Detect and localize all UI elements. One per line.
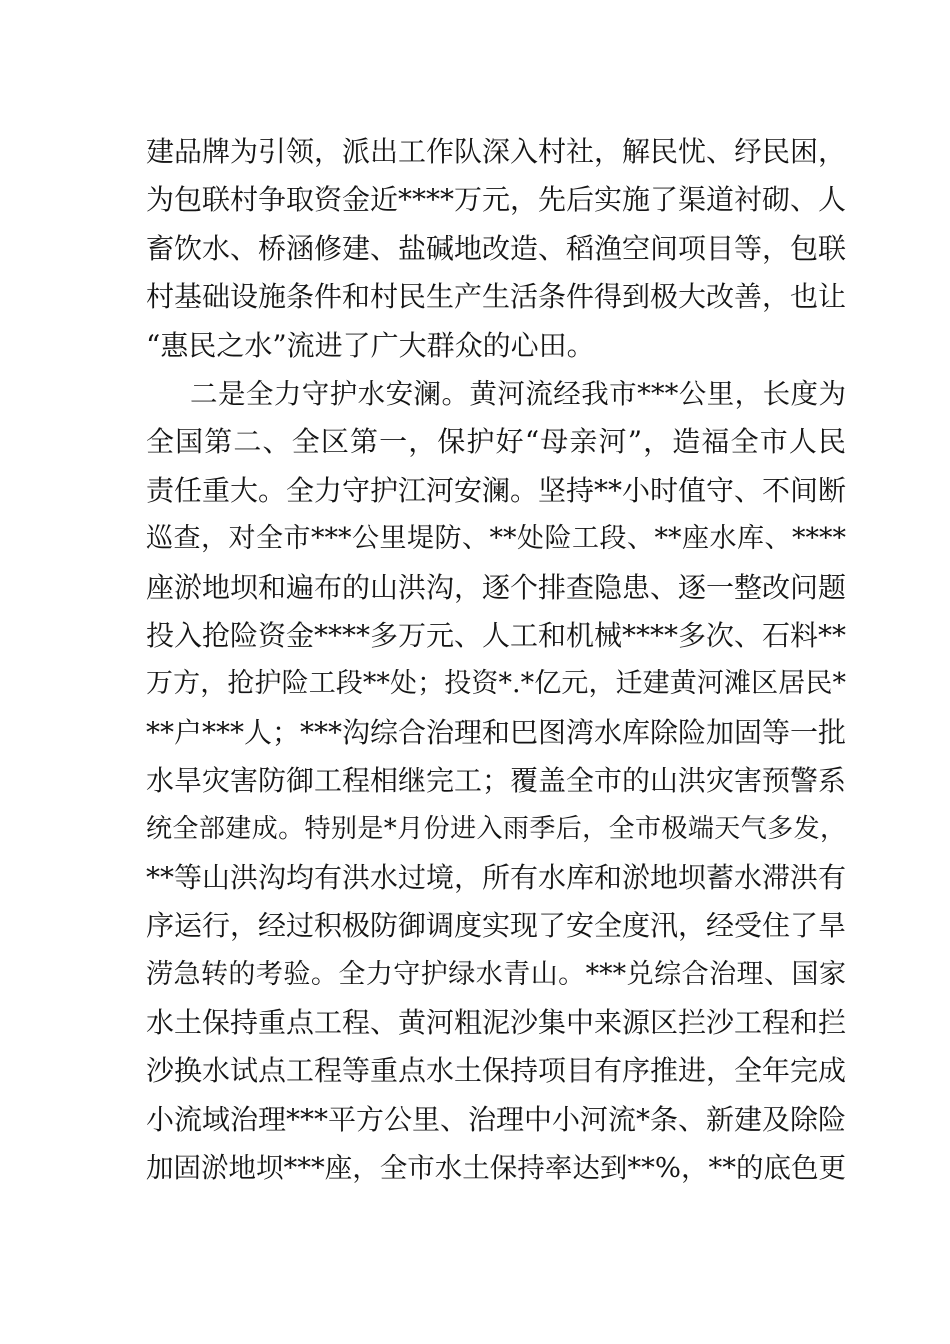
text-line: 水旱灾害防御工程相继完工；覆盖全市的山洪灾害预警系 (146, 764, 847, 798)
document-body (146, 128, 846, 1193)
text-line: 统全部建成。特别是*月份进入雨季后，全市极端天气多发， (146, 814, 846, 845)
text-line: 水土保持重点工程、黄河粗泥沙集中来源区拦沙工程和拦 (146, 1006, 847, 1040)
text-line: 座淤地坝和遍布的山洪沟，逐个排查隐患、逐一整改问题 (146, 570, 847, 604)
text-line: 畜饮水、桥涵修建、盐碱地改造、稻渔空间项目等，包联 (146, 231, 847, 265)
text-line: 巡查，对全市***公里堤防、**处险工段、**座水库、**** (146, 523, 846, 555)
text-line: “惠民之水”流进了广大群众的心田。 (146, 328, 595, 362)
paragraph-first-line: 二是全力守护水安澜。黄河流经我市***公里，长度为 (190, 377, 846, 410)
text-line: **户***人；***沟综合治理和巴图湾水库除险加固等一批 (146, 715, 847, 749)
text-line: 小流域治理***平方公里、治理中小河流*条、新建及除险 (146, 1102, 847, 1136)
text-line: 全国第二、全区第一，保护好“母亲河”，造福全市人民 (146, 425, 846, 459)
text-line: 万方，抢护险工段**处；投资*.*亿元，迁建黄河滩区居民* (146, 668, 846, 700)
text-line: 沙换水试点工程等重点水土保持项目有序推进，全年完成 (146, 1054, 847, 1088)
text-line: 序运行，经过积极防御调度实现了安全度汛，经受住了旱 (146, 909, 847, 943)
text-line: 村基础设施条件和村民生产生活条件得到极大改善，也让 (146, 280, 847, 314)
text-line: 责任重大。全力守护江河安澜。坚持**小时值守、不间断 (146, 473, 847, 507)
text-line: **等山洪沟均有洪水过境，所有水库和淤地坝蓄水滞洪有 (146, 860, 847, 894)
text-line: 为包联村争取资金近****万元，先后实施了渠道衬砌、人 (146, 183, 847, 217)
text-line: 加固淤地坝***座，全市水土保持率达到**%，**的底色更 (146, 1152, 846, 1185)
text-line: 投入抢险资金****多万元、人工和机械****多次、石料** (146, 618, 847, 652)
text-line: 建品牌为引领，派出工作队深入村社，解民忧、纾民困， (146, 135, 847, 168)
text-line: 涝急转的考验。全力守护绿水青山。***兑综合治理、国家 (146, 958, 846, 990)
